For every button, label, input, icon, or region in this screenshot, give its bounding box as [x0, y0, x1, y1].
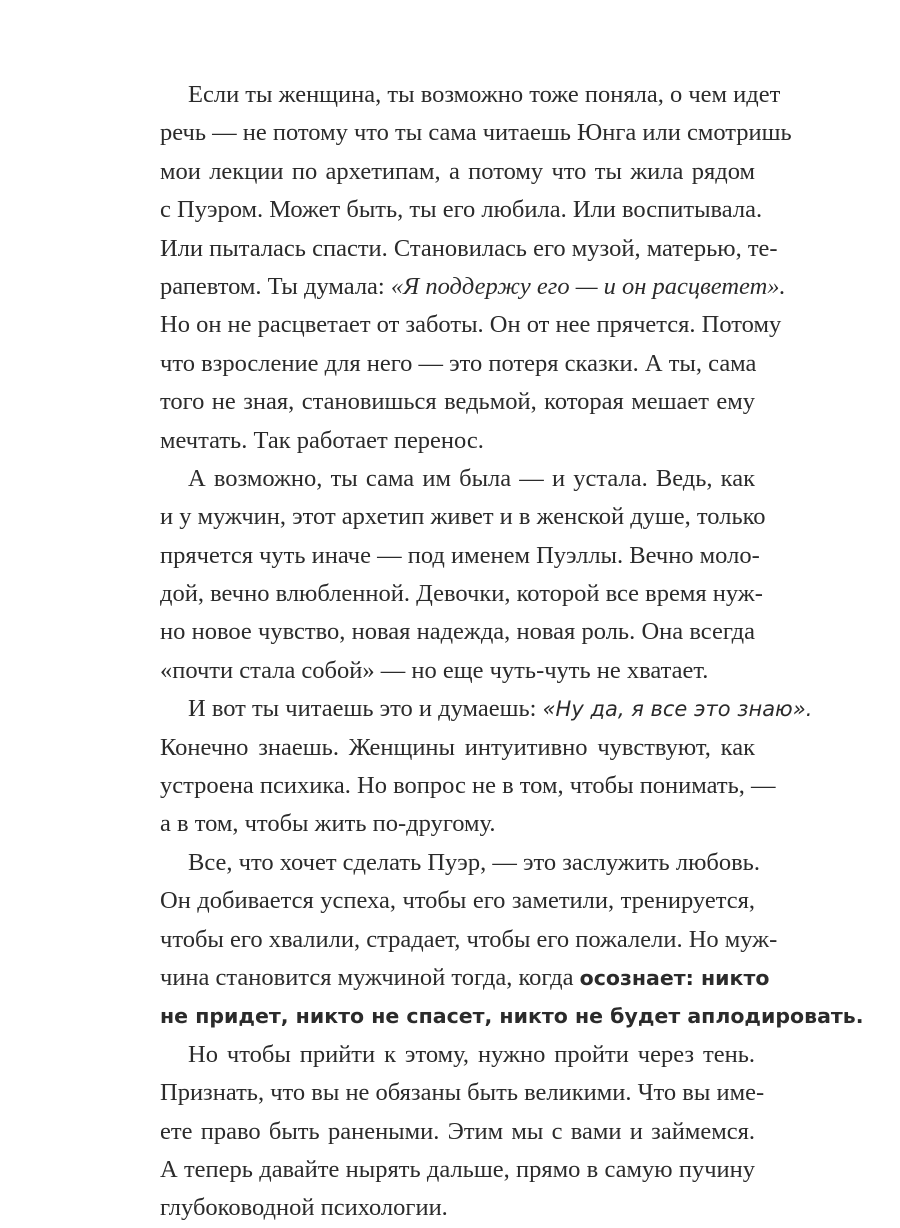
paragraph-5 [160, 1036, 765, 1228]
text-line: что взросление для него — это потеря сказки. А ты, сама [160, 349, 757, 377]
text-line: глубоководной психологии. [160, 1194, 448, 1222]
paragraph-3 [160, 690, 813, 844]
text-line: Если ты женщина, ты возможно тоже поняла, о чем идет [188, 81, 781, 108]
text-line: и у мужчин, этот архетип живет и в женской душе, только [160, 503, 766, 531]
text-line: мечтать. Так работает перенос. [160, 426, 484, 454]
text-line: мои лекции по архетипам, а потому что ты жила рядом [160, 157, 755, 185]
text-line: чтобы его хвалили, страдает, чтобы его пожалели. Но муж- [160, 925, 778, 953]
text-line: Конечно знаешь. Женщины интуитивно чувствуют, как [160, 733, 755, 761]
paragraph-4 [160, 844, 864, 1036]
text-line: устроена психика. Но вопрос не в том, чтобы понимать, — [160, 772, 776, 800]
text-line: речь — не потому что ты сама читаешь Юнга или смотришь [160, 119, 792, 147]
bold-emphasis-line: не придет, никто не спасет, никто не будет аплодировать. [160, 1004, 864, 1029]
text-line: А возможно, ты сама им была — и устала. Ведь, как [188, 464, 755, 492]
text-line [160, 268, 786, 306]
text-line: «почти стала собой» — но еще чуть-чуть не хватает. [160, 656, 709, 684]
paragraph-1 [160, 76, 792, 460]
text-line: дой, вечно влюбленной. Девочки, которой все время нуж- [160, 580, 763, 608]
text-run: чина становится мужчиной тогда, когда [160, 963, 580, 991]
text-line [160, 959, 770, 997]
text-line: ете право быть ранеными. Этим мы с вами и займемся. [160, 1117, 755, 1145]
text-line: Он добивается успеха, чтобы его заметили, тренируется, [160, 887, 755, 915]
text-line: с Пуэром. Может быть, ты его любила. Или воспитывала. [160, 196, 763, 224]
text-run: рапевтом. Ты думала: [160, 272, 391, 300]
text-line: Или пыталась спасти. Становилась его музой, матерью, те- [160, 234, 778, 262]
text-line: того не зная, становишься ведьмой, которая мешает ему [160, 388, 755, 416]
bold-emphasis: осознает: никто [579, 965, 770, 990]
book-page [160, 76, 864, 1228]
text-line: но новое чувство, новая надежда, новая роль. Она всегда [160, 618, 755, 646]
text-line: Все, что хочет сделать Пуэр, — это заслужить любовь. [188, 848, 760, 876]
text-line: Но чтобы прийти к этому, нужно пройти через тень. [188, 1040, 755, 1068]
italic-quote: «Ну да, я все это знаю». [542, 697, 813, 722]
text-line: Но он не расцветает от заботы. Он от нее прячется. Потому [160, 311, 782, 339]
paragraph-2 [160, 460, 766, 690]
text-line: а в том, чтобы жить по-другому. [160, 810, 496, 838]
text-line: А теперь давайте нырять дальше, прямо в самую пучину [160, 1155, 755, 1183]
text-line [160, 690, 813, 728]
text-line: прячется чуть иначе — под именем Пуэллы. Вечно моло- [160, 541, 760, 569]
text-run: И вот ты читаешь это и думаешь: [188, 695, 543, 723]
italic-quote: «Я поддержу его — и он расцветет». [390, 272, 786, 300]
text-line: Признать, что вы не обязаны быть великими. Что вы име- [160, 1079, 765, 1107]
